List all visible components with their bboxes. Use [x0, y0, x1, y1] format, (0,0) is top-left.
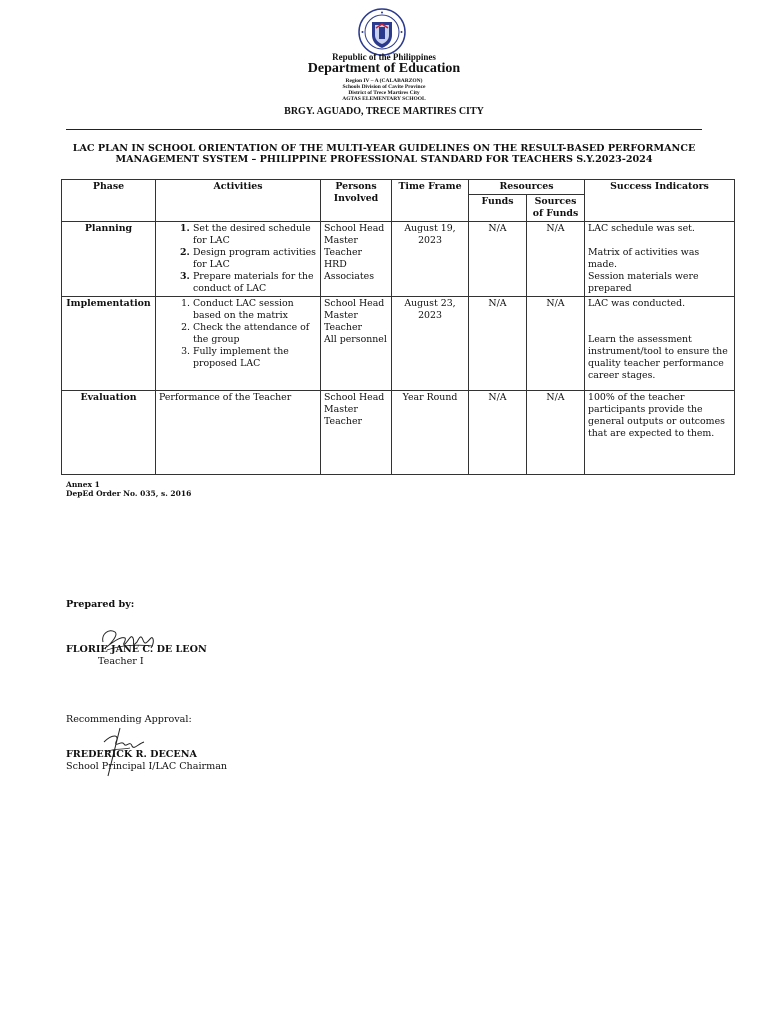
sources-cell: N/A: [527, 222, 585, 297]
time-frame-cell: August 19, 2023: [392, 222, 469, 297]
funds-cell: N/A: [469, 297, 527, 391]
indicator-item: LAC was conducted.: [588, 298, 686, 309]
activities-cell: [156, 222, 321, 297]
indicators-cell: [585, 297, 735, 391]
person-item: HRD Associates: [324, 259, 375, 282]
activities-cell: [156, 297, 321, 391]
header-persons-involved: Persons Involved: [321, 180, 392, 222]
phase-cell: Evaluation: [62, 391, 156, 475]
department-name: Department of Education: [307, 61, 461, 76]
school-name: AGTAS ELEMENTARY SCHOOL: [342, 96, 426, 102]
person-item: Master Teacher: [324, 310, 362, 333]
prepared-by-position: Teacher I: [98, 656, 144, 667]
persons-cell: [321, 297, 392, 391]
person-item: School Head: [324, 392, 385, 403]
sources-cell: N/A: [527, 391, 585, 475]
region-text: Region IV – A (CALABARZON): [345, 78, 423, 84]
activities-cell: Performance of the Teacher: [156, 391, 321, 475]
deped-seal-icon: [358, 8, 406, 56]
annex-label: Annex 1: [66, 480, 100, 489]
persons-cell: [321, 391, 392, 475]
header-resources: Resources: [469, 180, 585, 195]
recommending-approval-label: Recommending Approval:: [66, 714, 192, 725]
document-title-line-1: LAC PLAN IN SCHOOL ORIENTATION OF THE MULTI-YEAR GUIDELINES ON THE RESULT-BASED PERFORMANCE: [72, 143, 696, 154]
funds-cell: N/A: [469, 391, 527, 475]
table-row: [62, 391, 735, 475]
activity-item: 2. Design program activities for LAC: [193, 247, 317, 271]
recommending-approval-name: FREDERICK R. DECENA: [66, 749, 197, 760]
header-activities: Activities: [156, 180, 321, 222]
indicator-item: Learn the assessment instrument/tool to ensure the quality teacher performance career stages.: [588, 334, 728, 381]
district-text: District of Trece Martires City: [348, 90, 420, 96]
school-address: BRGY. AGUADO, TRECE MARTIRES CITY: [284, 106, 484, 117]
header-phase: Phase: [62, 180, 156, 222]
recommending-approval-position: School Principal I/LAC Chairman: [66, 761, 228, 772]
indicator-item: Matrix of activities was made.: [588, 247, 700, 270]
person-item: Master Teacher: [324, 404, 362, 427]
prepared-by-name: FLORIE JANE C. DE LEON: [66, 644, 207, 655]
sources-cell: N/A: [527, 297, 585, 391]
header-time-frame: Time Frame: [392, 180, 469, 222]
time-frame-cell: August 23, 2023: [392, 297, 469, 391]
deped-order-reference: DepEd Order No. 035, s. 2016: [66, 489, 192, 498]
phase-cell: Planning: [62, 222, 156, 297]
activity-item: 3. Prepare materials for the conduct of LAC: [193, 271, 317, 295]
division-text: Schools Division of Cavite Province: [342, 84, 426, 90]
indicator-item: Session materials were prepared: [588, 271, 699, 294]
funds-cell: N/A: [469, 222, 527, 297]
activity-item: 1. Set the desired schedule for LAC: [193, 223, 317, 247]
indicators-cell: [585, 222, 735, 297]
phase-cell: Implementation: [62, 297, 156, 391]
activity-item: 3. Fully implement the proposed LAC: [193, 346, 317, 370]
person-item: School Head: [324, 223, 385, 234]
activity-item: 1. Conduct LAC session based on the matrix: [193, 298, 317, 322]
header-sources-of-funds: Sources of Funds: [527, 195, 585, 222]
person-item: School Head: [324, 298, 385, 309]
header-funds: Funds: [469, 195, 527, 222]
header-divider: [66, 129, 702, 130]
table-row: [62, 222, 735, 297]
time-frame-cell: Year Round: [392, 391, 469, 475]
republic-text: Republic of the Philippines: [332, 52, 436, 62]
persons-cell: [321, 222, 392, 297]
indicators-cell: 100% of the teacher participants provide the general outputs or outcomes that are expected to them.: [585, 391, 735, 475]
activity-item: 2. Check the attendance of the group: [193, 322, 317, 346]
lac-plan-table: [61, 179, 735, 475]
person-item: All personnel: [324, 334, 387, 345]
table-row: [62, 297, 735, 391]
document-title-line-2: MANAGEMENT SYSTEM – PHILIPPINE PROFESSIONAL STANDARD FOR TEACHERS S.Y.2023-2024: [115, 154, 653, 165]
indicator-item: LAC schedule was set.: [588, 223, 695, 234]
header-success-indicators: Success Indicators: [585, 180, 735, 222]
prepared-by-label: Prepared by:: [66, 599, 135, 610]
person-item: Master Teacher: [324, 235, 362, 258]
